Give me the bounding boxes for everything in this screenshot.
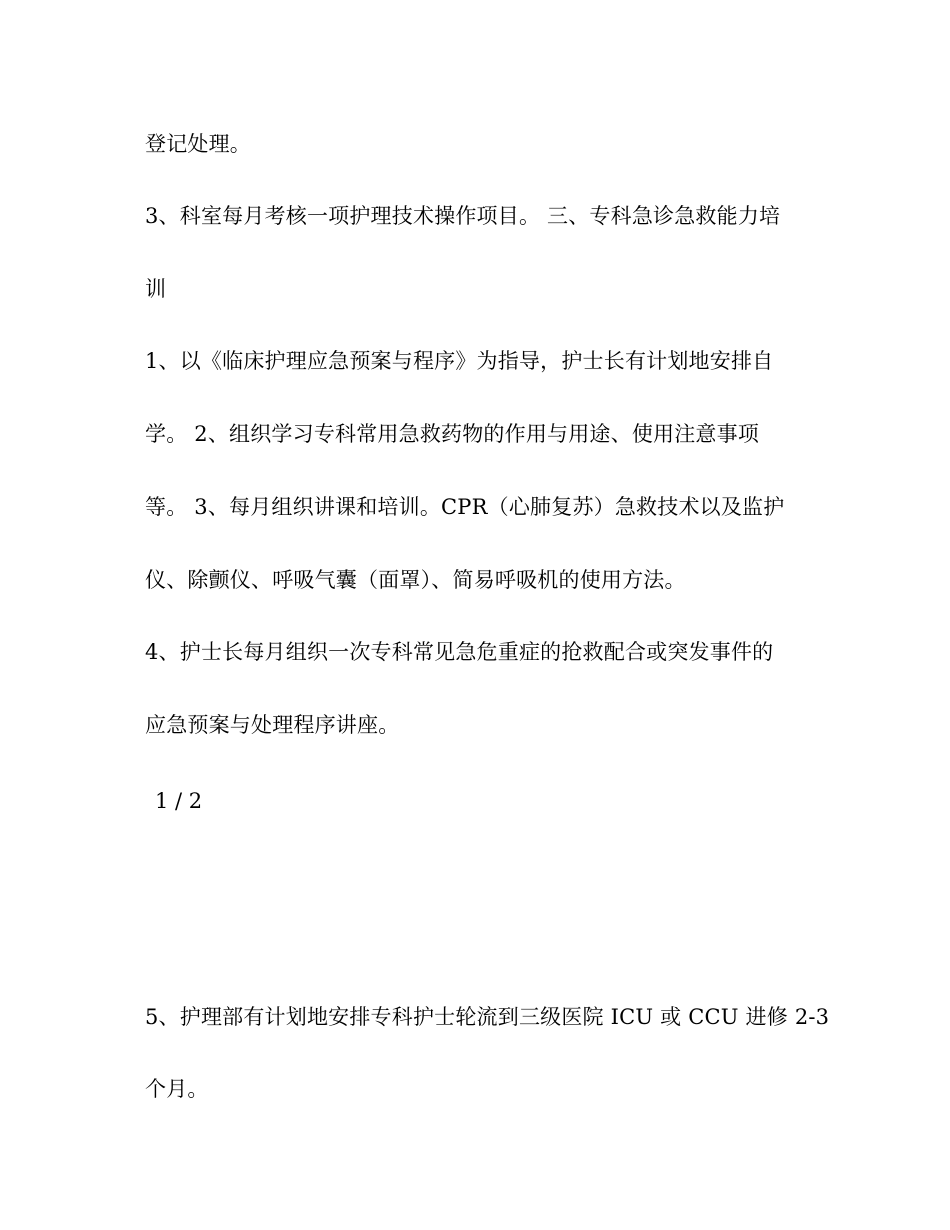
paragraph-line: 训 bbox=[145, 277, 167, 301]
paragraph-line: 4、护士长每月组织一次专科常见急危重症的抢救配合或突发事件的 bbox=[145, 640, 774, 664]
paragraph-line: 5、护理部有计划地安排专科护士轮流到三级医院 ICU 或 CCU 进修 2-3 bbox=[145, 1005, 830, 1029]
paragraph-line: 等。 3、每月组织讲课和培训。CPR（心肺复苏）急救技术以及监护 bbox=[145, 495, 785, 519]
paragraph-line: 1、以《临床护理应急预案与程序》为指导，护士长有计划地安排自 bbox=[145, 349, 774, 373]
paragraph-line: 学。 2、组织学习专科常用急救药物的作用与用途、使用注意事项 bbox=[145, 422, 760, 446]
paragraph-line: 登记处理。 bbox=[145, 132, 251, 156]
page-number: 1 / 2 bbox=[155, 789, 203, 813]
paragraph-line: 仪、除颤仪、呼吸气囊（面罩）、简易呼吸机的使用方法。 bbox=[145, 568, 686, 592]
paragraph-line: 应急预案与处理程序讲座。 bbox=[145, 713, 400, 737]
paragraph-line: 个月。 bbox=[145, 1077, 209, 1101]
paragraph-line: 3、科室每月考核一项护理技术操作项目。 三、专科急诊急救能力培 bbox=[145, 204, 781, 228]
